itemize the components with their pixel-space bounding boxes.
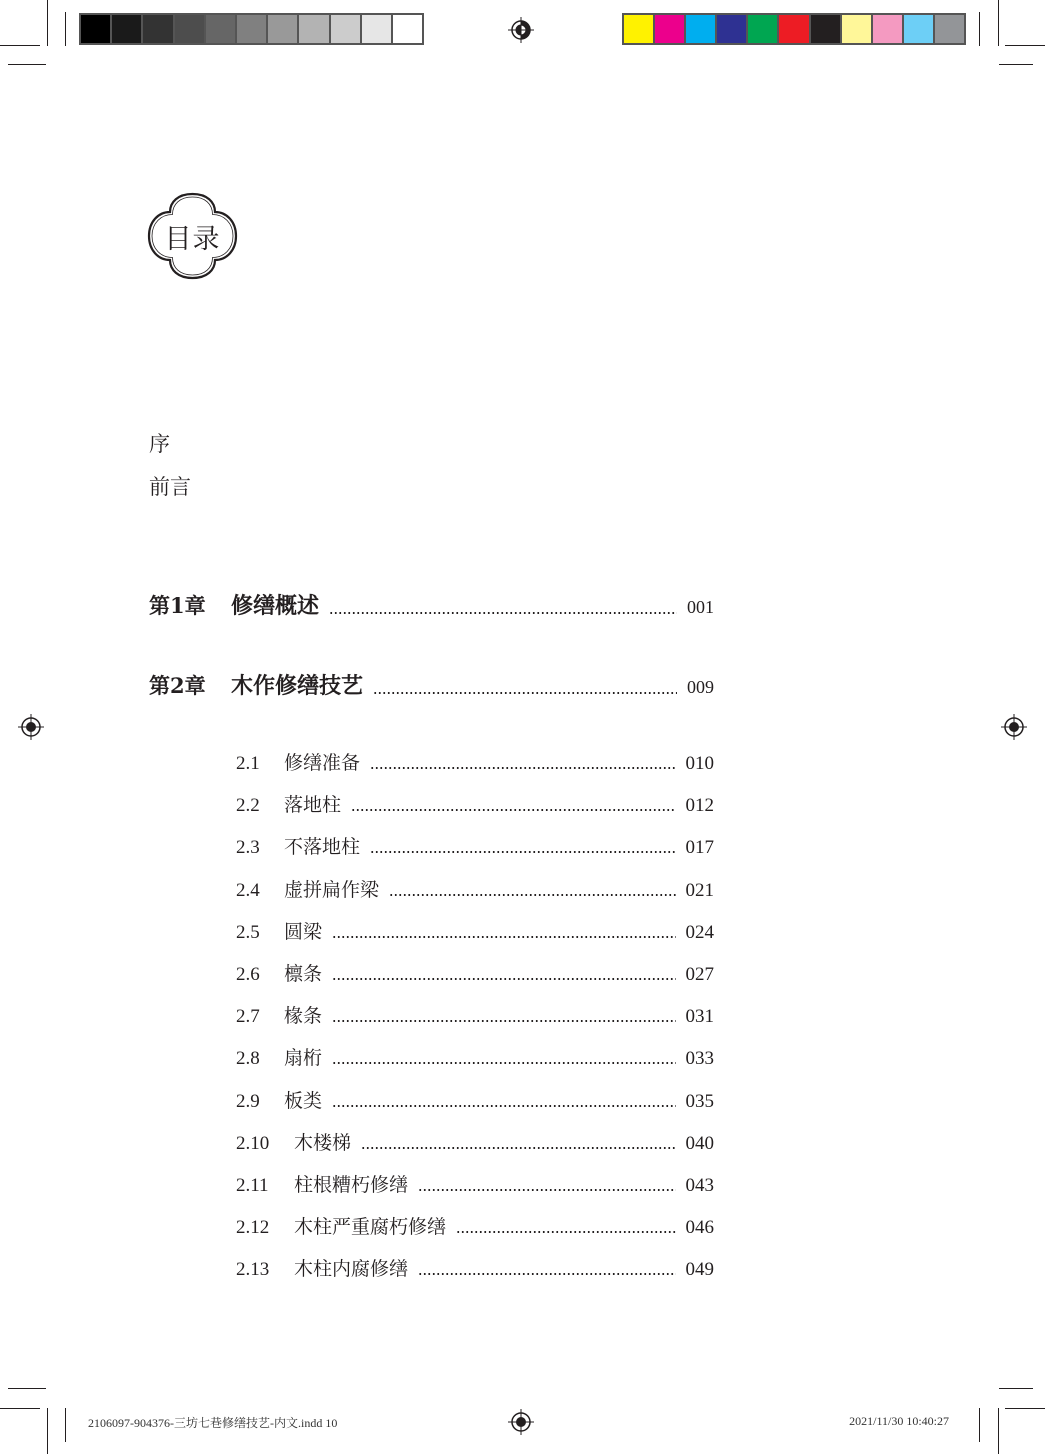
dot-leader — [370, 851, 675, 853]
entry-number: 2.5 — [236, 921, 260, 943]
toc-section-entry[interactable] — [236, 832, 714, 859]
entry-title: 落地柱 — [284, 794, 342, 817]
crop-mark — [47, 0, 48, 46]
color-swatch — [748, 15, 779, 43]
entry-number: 2.1 — [236, 753, 260, 774]
toc-section-entry[interactable] — [236, 790, 714, 817]
crop-mark — [65, 12, 66, 46]
dot-leader — [332, 1062, 675, 1064]
color-swatch — [779, 15, 810, 43]
toc-section-entry[interactable] — [236, 959, 714, 986]
color-calibration-bar — [622, 13, 966, 45]
entry-number: 2.9 — [236, 1090, 260, 1112]
entry-number: 2.11 — [236, 1175, 269, 1196]
entry-title: 虚拼扁作梁 — [284, 878, 380, 901]
entry-page-number: 009 — [687, 677, 714, 697]
color-swatch — [143, 15, 174, 43]
entry-title: 木楼梯 — [294, 1131, 352, 1154]
color-swatch — [206, 15, 237, 43]
toc-section-entry[interactable] — [236, 1170, 714, 1197]
crop-mark — [8, 64, 46, 65]
crop-mark — [65, 1408, 66, 1442]
toc-chapter-entry[interactable] — [149, 589, 714, 620]
color-swatch — [175, 15, 206, 43]
crop-mark — [0, 45, 40, 46]
entry-title: 修缮准备 — [284, 752, 361, 774]
dot-leader — [361, 1147, 675, 1149]
entry-number: 第1章 — [149, 593, 206, 618]
print-timestamp: 2021/11/30 10:40:27 — [849, 1414, 949, 1428]
toc-section-entry[interactable] — [236, 1001, 714, 1028]
dot-leader — [351, 809, 675, 811]
color-swatch — [624, 15, 655, 43]
entry-title: 圆梁 — [284, 920, 323, 943]
crop-mark — [999, 1388, 1033, 1389]
registration-mark-icon — [1001, 714, 1027, 740]
crop-mark — [998, 1408, 999, 1454]
toc-section-entry[interactable] — [236, 875, 714, 902]
entry-page-number: 040 — [685, 1132, 714, 1154]
entry-page-number: 010 — [685, 753, 714, 774]
color-swatch — [842, 15, 873, 43]
crop-mark — [979, 1408, 980, 1442]
dot-leader — [329, 612, 677, 614]
entry-title: 柱根糟朽修缮 — [294, 1174, 409, 1196]
entry-page-number: 012 — [685, 795, 714, 817]
entry-number: 2.3 — [236, 837, 260, 859]
entry-page-number: 021 — [685, 879, 714, 901]
entry-number: 第2章 — [149, 673, 206, 698]
toc-section-entry[interactable] — [236, 1212, 714, 1239]
dot-leader — [332, 936, 675, 938]
crop-mark — [979, 12, 980, 46]
toc-section-entry[interactable] — [236, 1086, 714, 1113]
registration-mark-icon — [508, 17, 534, 43]
entry-number: 2.12 — [236, 1217, 270, 1239]
dot-leader — [389, 894, 675, 896]
entry-page-number: 035 — [685, 1090, 714, 1112]
entry-title: 不落地柱 — [284, 836, 361, 859]
color-swatch — [873, 15, 904, 43]
entry-title: 木柱内腐修缮 — [294, 1258, 409, 1281]
entry-number: 2.13 — [236, 1259, 270, 1281]
registration-mark-icon — [18, 714, 44, 740]
entry-title: 檩条 — [284, 963, 323, 985]
color-swatch — [331, 15, 362, 43]
color-swatch — [935, 15, 964, 43]
entry-title: 木作修缮技艺 — [231, 673, 364, 699]
entry-number: 2.10 — [236, 1132, 270, 1154]
entry-page-number: 027 — [685, 964, 714, 985]
entry-title: 修缮概述 — [231, 593, 320, 619]
entry-number: 2.4 — [236, 879, 260, 901]
entry-title: 扇桁 — [284, 1047, 323, 1070]
toc-entry-preface[interactable]: 序 — [149, 432, 170, 456]
entry-number: 2.8 — [236, 1048, 260, 1070]
entry-page-number: 017 — [685, 837, 714, 859]
color-swatch — [362, 15, 393, 43]
entry-page-number: 024 — [685, 921, 714, 943]
toc-section-entry[interactable] — [236, 1254, 714, 1281]
page-title: 目录 — [164, 223, 221, 255]
color-swatch — [112, 15, 143, 43]
crop-mark — [0, 1408, 40, 1409]
crop-mark — [1005, 45, 1045, 46]
color-swatch — [393, 15, 422, 43]
toc-title-badge — [145, 190, 240, 282]
entry-number: 2.2 — [236, 795, 260, 817]
dot-leader — [418, 1189, 675, 1191]
entry-page-number: 046 — [685, 1217, 714, 1239]
toc-section-entry[interactable] — [236, 748, 714, 775]
dot-leader — [332, 1020, 675, 1022]
entry-title: 椽条 — [284, 1005, 323, 1028]
crop-mark — [998, 0, 999, 46]
color-swatch — [717, 15, 748, 43]
toc-section-entry[interactable] — [236, 917, 714, 944]
dot-leader — [373, 692, 677, 694]
entry-page-number: 031 — [685, 1006, 714, 1028]
entry-number: 2.6 — [236, 964, 260, 985]
entry-title: 木柱严重腐朽修缮 — [294, 1216, 447, 1239]
toc-chapter-entry[interactable] — [149, 669, 714, 700]
dot-leader — [418, 1273, 675, 1275]
color-swatch — [686, 15, 717, 43]
grayscale-calibration-bar — [79, 13, 424, 45]
dot-leader — [332, 1105, 675, 1107]
toc-section-entry[interactable] — [236, 1043, 714, 1070]
toc-entry-foreword[interactable]: 前言 — [149, 475, 191, 499]
entry-page-number: 001 — [687, 597, 714, 617]
dot-leader — [456, 1231, 675, 1233]
entry-page-number: 043 — [685, 1175, 714, 1196]
color-swatch — [904, 15, 935, 43]
color-swatch — [811, 15, 842, 43]
file-slug: 2106097-904376-三坊七巷修缮技艺-内文.indd 10 — [88, 1416, 338, 1430]
color-swatch — [268, 15, 299, 43]
crop-mark — [8, 1388, 46, 1389]
crop-mark — [1005, 1408, 1045, 1409]
dot-leader — [332, 978, 675, 980]
entry-number: 2.7 — [236, 1006, 260, 1028]
entry-page-number: 049 — [685, 1259, 714, 1281]
registration-mark-icon — [508, 1409, 534, 1435]
dot-leader — [370, 767, 675, 769]
color-swatch — [655, 15, 686, 43]
entry-page-number: 033 — [685, 1048, 714, 1070]
entry-title: 板类 — [284, 1089, 323, 1112]
color-swatch — [81, 15, 112, 43]
crop-mark — [999, 64, 1033, 65]
color-swatch — [237, 15, 268, 43]
crop-mark — [47, 1408, 48, 1454]
toc-section-entry[interactable] — [236, 1128, 714, 1155]
color-swatch — [299, 15, 330, 43]
